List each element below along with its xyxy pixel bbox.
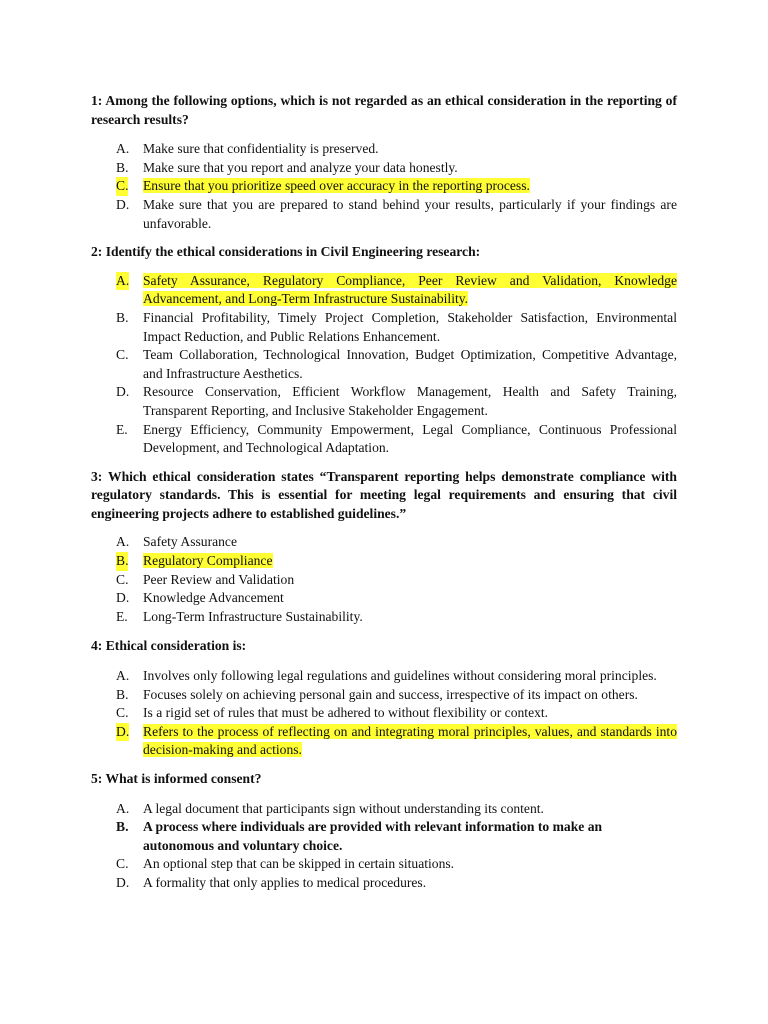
option-c-highlighted [91,177,677,196]
option-letter: C. [116,177,128,196]
option-text: Safety Assurance [143,534,237,550]
option-d [91,874,677,893]
option-text: A process where individuals are provided with relevant information to make an autonomous and voluntary choice. [143,819,603,853]
option-letter: D. [116,590,130,606]
option-b-bold-answer [91,818,677,855]
option-text: Knowledge Advancement [143,590,284,606]
option-letter: A. [116,800,130,816]
option-text: Make sure that you report and analyze your data honestly. [143,159,458,175]
option-letter: E. [116,421,128,437]
option-c [91,855,677,874]
question-text: 2: Identify the ethical considerations in Civil Engineering research: [91,244,481,260]
option-text: Energy Efficiency, Community Empowerment, Legal Compliance, Continuous Professional Development, and Technological Adaptation. [143,421,677,456]
option-text: Peer Review and Validation [143,571,295,587]
option-letter: D. [116,874,130,890]
options-list [91,140,677,233]
option-letter: C. [116,571,129,587]
option-c [91,704,677,723]
option-letter: A. [116,668,130,684]
question-text: 1: Among the following options, which is not regarded as an ethical consideration in the reporting of research results? [91,93,677,127]
option-d [91,589,677,608]
option-text: Financial Profitability, Timely Project Completion, Stakeholder Satisfaction, Environmental Impact Reduction, and Public Relations Enhancement. [143,309,677,344]
option-b-highlighted [91,552,677,571]
options-list [91,533,677,626]
option-letter: D. [116,723,129,742]
question-2 [91,243,677,458]
option-a [91,140,677,159]
option-letter: A. [116,272,129,291]
option-letter: B. [116,819,129,835]
options-list [91,667,677,760]
option-text: Long-Term Infrastructure Sustainability. [143,608,363,624]
option-d [91,196,677,233]
question-text: 4: Ethical consideration is: [91,638,247,654]
question-3 [91,468,677,627]
option-text: Ensure that you prioritize speed over accuracy in the reporting process. [143,178,530,194]
option-text: Resource Conservation, Efficient Workflow Management, Health and Safety Training, Transparent Reporting, and Inclusive Stakeholder Engagement. [143,384,677,418]
option-a [91,800,677,819]
option-letter: A. [116,534,130,550]
option-e [91,608,677,627]
option-text: Regulatory Compliance [143,553,273,569]
question-5 [91,770,677,893]
option-text: Focuses solely on achieving personal gain and success, irrespective of its impact on others. [143,686,638,702]
option-text: Is a rigid set of rules that must be adhered to without flexibility or context. [143,705,549,721]
option-letter: B. [116,686,129,702]
option-letter: C. [116,347,129,363]
option-letter: C. [116,856,129,872]
question-text: 3: Which ethical consideration states “Transparent reporting helps demonstrate compliance with regulatory standards. This is essential for meeting legal requirements and ensuring that civil engineering projects adhere to established guidelines.” [91,468,677,521]
option-letter: C. [116,705,129,721]
option-b [91,159,677,178]
option-letter: B. [116,309,129,325]
option-b [91,309,677,346]
option-letter: A. [116,141,130,157]
option-text: Make sure that confidentiality is preserved. [143,141,379,157]
option-letter: B. [116,552,128,571]
option-letter: B. [116,159,129,175]
option-text: Make sure that you are prepared to stand behind your results, particularly if your findings are unfavorable. [143,196,677,231]
option-e [91,421,677,458]
option-a-highlighted [91,272,677,309]
option-text: Refers to the process of reflecting on and integrating moral principles, values, and standards into decision-making and actions. [143,723,677,758]
question-4 [91,637,677,760]
option-letter: D. [116,196,130,212]
options-list [91,272,677,458]
option-c [91,571,677,590]
option-text: Team Collaboration, Technological Innovation, Budget Optimization, Competitive Advantage, and Infrastructure Aesthetics. [143,347,677,381]
option-text: An optional step that can be skipped in certain situations. [143,856,455,872]
option-c [91,346,677,383]
option-d-highlighted [91,723,677,760]
option-text: Safety Assurance, Regulatory Compliance, Peer Review and Validation, Knowledge Advancement, and Long-Term Infrastructure Sustainability. [143,272,677,307]
option-a [91,667,677,686]
options-list [91,800,677,893]
option-text: A legal document that participants sign without understanding its content. [143,800,544,816]
option-letter: E. [116,608,128,624]
document-page [91,92,677,893]
option-d [91,383,677,420]
option-b [91,686,677,705]
option-a [91,533,677,552]
option-text: Involves only following legal regulations and guidelines without considering moral principles. [143,668,657,684]
question-1 [91,92,677,233]
question-text: 5: What is informed consent? [91,771,262,786]
option-text: A formality that only applies to medical procedures. [143,874,427,890]
option-letter: D. [116,384,130,400]
